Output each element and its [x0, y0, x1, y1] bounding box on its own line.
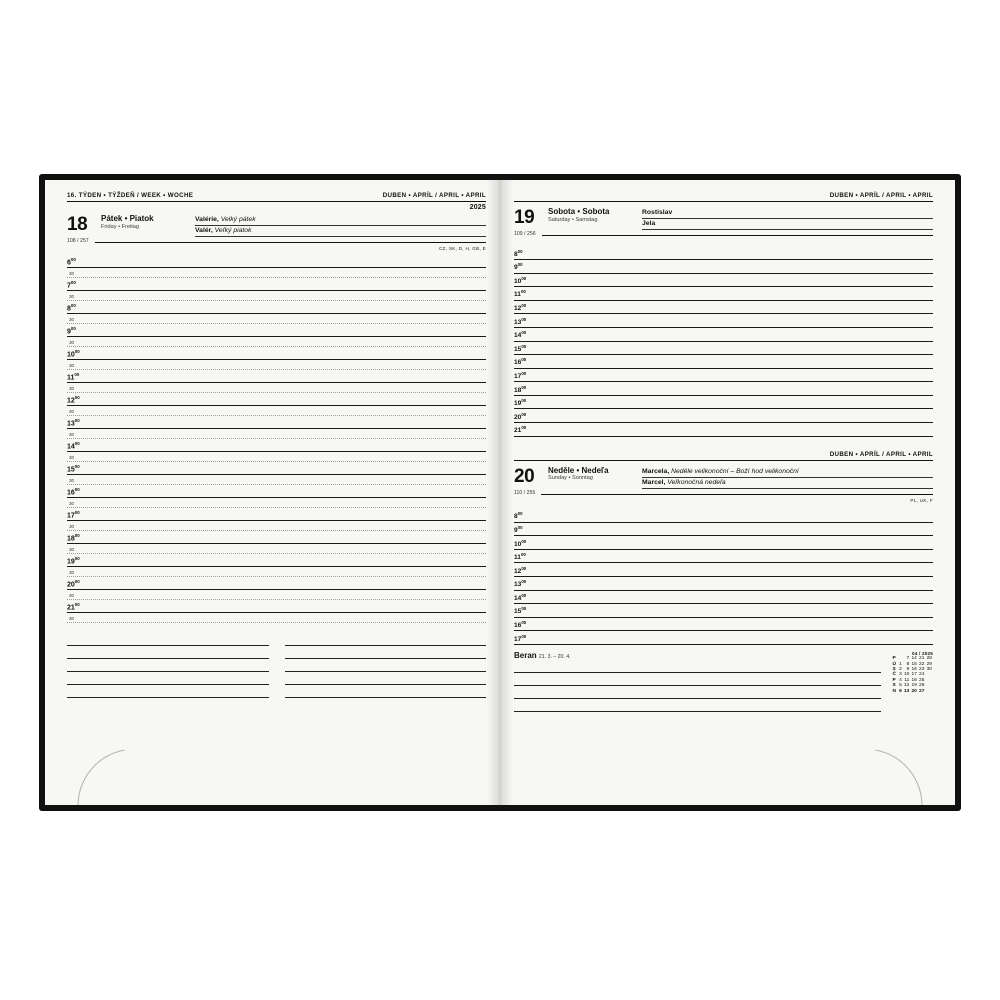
- sunday-nameday-rule-2: [642, 487, 933, 489]
- half-hour-label: 30: [69, 616, 75, 622]
- note-line[interactable]: [285, 633, 487, 646]
- half-hour-row[interactable]: [67, 406, 486, 417]
- note-line[interactable]: [285, 672, 487, 685]
- mini-month-table: [891, 657, 933, 695]
- half-hour-row[interactable]: [67, 383, 486, 394]
- friday-day-of-year: 108 / 257: [67, 238, 89, 245]
- friday-notes-column-right[interactable]: [285, 633, 487, 698]
- half-hour-label: 30: [69, 432, 75, 438]
- zodiac-range: 21. 3. – 20. 4.: [538, 653, 571, 660]
- friday-nameday-sk: [195, 226, 486, 235]
- note-line[interactable]: [514, 673, 881, 686]
- diary-spread: [45, 180, 955, 805]
- mini-month-dow: N: [892, 688, 897, 694]
- half-hour-row[interactable]: [67, 567, 486, 578]
- hour-label: $13^{00}$: [514, 316, 527, 326]
- hour-label: $14^{00}$: [514, 592, 527, 603]
- hour-label: $18^{00}$: [67, 533, 80, 543]
- hour-row[interactable]: [514, 246, 933, 260]
- hour-row[interactable]: [67, 278, 486, 291]
- note-line[interactable]: [285, 685, 487, 698]
- half-hour-label: 30: [69, 340, 75, 346]
- right-page-header: [514, 192, 933, 202]
- mini-month-day[interactable]: 16: [911, 667, 917, 673]
- saturday-day-names: [548, 208, 634, 224]
- hour-row[interactable]: [67, 439, 486, 452]
- hour-row[interactable]: [67, 531, 486, 544]
- hour-label: $16^{00}$: [514, 357, 527, 367]
- half-hour-label: 30: [69, 478, 75, 484]
- friday-meta-rule: [95, 241, 486, 243]
- hour-label: $8^{00}$: [514, 248, 523, 258]
- hour-label: $10^{00}$: [514, 538, 527, 548]
- hour-row[interactable]: [514, 604, 933, 618]
- note-line[interactable]: [514, 699, 881, 712]
- diary-book: [40, 175, 960, 810]
- sunday-nameday-cz-main: Marcela,: [642, 467, 670, 475]
- right-month-label: DUBEN • APRÍL / APRIL • APRIL: [829, 192, 933, 199]
- mini-month-day[interactable]: 22: [919, 661, 925, 667]
- hour-row[interactable]: [67, 485, 486, 498]
- hour-row[interactable]: [514, 563, 933, 577]
- hour-label: $15^{00}$: [67, 464, 80, 474]
- mini-month-title: 04 / 2025: [912, 650, 933, 656]
- mini-month-day[interactable]: 8: [906, 661, 910, 667]
- hour-row[interactable]: [67, 347, 486, 360]
- friday-nameday-list: [195, 215, 486, 237]
- saturday-name-cz: Sobota • Sobota: [548, 207, 610, 216]
- hour-label: $6^{00}$: [67, 257, 76, 267]
- half-hour-label: 30: [69, 271, 75, 277]
- hour-row[interactable]: [514, 423, 933, 437]
- friday-nameday-cz: [195, 215, 486, 224]
- hour-row[interactable]: [514, 631, 933, 645]
- note-line[interactable]: [285, 646, 487, 659]
- hour-row[interactable]: [514, 409, 933, 423]
- saturday-nameday-sk-main: Jela: [642, 220, 656, 228]
- half-hour-row[interactable]: [67, 291, 486, 302]
- half-hour-row[interactable]: [67, 314, 486, 325]
- friday-day-meta: [67, 238, 486, 245]
- mini-month-row: [891, 689, 933, 694]
- mini-month-day[interactable]: 1: [899, 661, 902, 667]
- zodiac-sign: [514, 651, 881, 660]
- hour-label: $16^{00}$: [67, 487, 80, 497]
- hour-row[interactable]: [514, 536, 933, 550]
- friday-name-cz: Pátek • Piatok: [101, 214, 154, 223]
- hour-row[interactable]: [514, 382, 933, 396]
- half-hour-row[interactable]: [67, 429, 486, 440]
- sunday-day-of-year: 110 / 255: [514, 490, 536, 496]
- hour-label: $20^{00}$: [514, 411, 527, 421]
- sunday-nameday-cz: [642, 467, 933, 476]
- mini-month-day[interactable]: 11: [904, 677, 910, 683]
- sunday-nameday-sk-note: Veľkonočná nedeľa: [667, 478, 726, 486]
- mini-month-dow: S: [892, 683, 896, 689]
- mini-month-day[interactable]: 18: [911, 677, 917, 683]
- mini-month-day[interactable]: 17: [911, 672, 917, 678]
- hour-label: $9^{00}$: [514, 262, 523, 272]
- mini-month-day[interactable]: 10: [903, 672, 910, 678]
- saturday-nameday-cz: [642, 208, 933, 217]
- hour-label: $14^{00}$: [67, 441, 80, 451]
- hour-label: $12^{00}$: [514, 303, 527, 313]
- hour-label: $11^{00}$: [67, 372, 80, 382]
- mini-month-day[interactable]: 28: [926, 656, 932, 662]
- hour-row[interactable]: [514, 328, 933, 342]
- mini-month-day[interactable]: 21: [919, 656, 925, 662]
- hour-label: $17^{00}$: [514, 633, 527, 643]
- saturday-day-number: 19: [514, 207, 535, 228]
- friday-nameday-cz-main: Valérie,: [195, 216, 219, 223]
- hour-row[interactable]: [514, 509, 933, 523]
- half-hour-label: 30: [69, 524, 75, 530]
- friday-note-area[interactable]: [67, 633, 486, 698]
- hour-row[interactable]: [514, 396, 933, 410]
- mini-month-day[interactable]: 4: [899, 677, 902, 683]
- hour-label: $17^{00}$: [67, 510, 80, 520]
- mini-month-day[interactable]: 9: [906, 667, 910, 673]
- sunday-nameday-sk-main: Marcel,: [642, 478, 666, 486]
- friday-nameday-sk-note: Veľký piatok: [214, 227, 252, 235]
- friday-hour-grid[interactable]: [67, 255, 486, 623]
- note-line[interactable]: [67, 672, 269, 685]
- page-corner-left: [68, 749, 134, 805]
- mini-month-day[interactable]: 14: [911, 656, 917, 662]
- half-hour-label: 30: [69, 593, 75, 599]
- half-hour-row[interactable]: [67, 590, 486, 601]
- hour-row[interactable]: [514, 369, 933, 383]
- sunday-nameday-cz-note: Neděle velikonoční – Boží hod velikonoční: [671, 467, 799, 475]
- mini-month-day[interactable]: 12: [903, 683, 910, 689]
- half-hour-row[interactable]: [67, 498, 486, 509]
- note-line[interactable]: [285, 659, 487, 672]
- hour-row[interactable]: [514, 301, 933, 315]
- mini-month-day[interactable]: 27: [919, 688, 925, 694]
- hour-row[interactable]: [67, 416, 486, 429]
- note-line[interactable]: [67, 659, 269, 672]
- hour-row[interactable]: [67, 577, 486, 590]
- hour-label: $20^{00}$: [67, 579, 80, 589]
- saturday-nameday-rule-2: [642, 228, 933, 230]
- note-line[interactable]: [67, 646, 269, 659]
- right-page: [500, 180, 955, 805]
- hour-row[interactable]: [67, 462, 486, 475]
- half-hour-row[interactable]: [67, 521, 486, 532]
- friday-day-names: [101, 215, 187, 231]
- hour-label: $10^{00}$: [514, 275, 527, 286]
- sunday-title-block: [514, 467, 933, 489]
- sunday-hour-grid[interactable]: [514, 509, 933, 645]
- saturday-nameday-cz-main: Rostislav: [642, 209, 673, 216]
- mini-month-dow: P: [892, 677, 896, 683]
- hour-label: $17^{00}$: [514, 371, 527, 381]
- hour-label: $7^{00}$: [67, 280, 76, 290]
- saturday-name-en: Saturday • Samstag: [548, 216, 598, 223]
- hour-row[interactable]: [514, 342, 933, 356]
- hour-label: $12^{00}$: [67, 395, 80, 405]
- hour-row[interactable]: [514, 314, 933, 328]
- friday-country-flags: CZ, SK, D, H, GB, E: [438, 246, 486, 252]
- hour-label: $13^{00}$: [514, 579, 527, 589]
- hour-row[interactable]: [514, 523, 933, 537]
- week-label: 16. TÝDEN • TÝŽDEŇ / WEEK • WOCHE: [67, 192, 194, 199]
- hour-row[interactable]: [67, 324, 486, 337]
- friday-title-block: [67, 215, 486, 237]
- hour-row[interactable]: [67, 255, 486, 268]
- half-hour-label: 30: [69, 570, 75, 576]
- mini-month-day[interactable]: 26: [919, 683, 925, 689]
- saturday-day-meta: [514, 231, 933, 238]
- mini-month-day[interactable]: 5: [899, 683, 902, 689]
- sunday-notes-area[interactable]: [514, 660, 881, 712]
- hour-row[interactable]: [514, 260, 933, 274]
- mini-month-day[interactable]: 29: [926, 661, 932, 667]
- mini-month-calendar: [891, 651, 933, 695]
- half-hour-label: 30: [69, 317, 75, 323]
- mini-month-day[interactable]: 30: [926, 667, 932, 673]
- mini-month-day[interactable]: [925, 689, 933, 694]
- hour-row[interactable]: [514, 591, 933, 605]
- mini-month-day[interactable]: 23: [919, 667, 925, 673]
- half-hour-label: 30: [69, 294, 75, 300]
- hour-row[interactable]: [67, 600, 486, 613]
- half-hour-row[interactable]: [67, 475, 486, 486]
- hour-label: $10^{00}$: [67, 349, 80, 359]
- hour-row[interactable]: [514, 618, 933, 632]
- hour-label: $9^{00}$: [67, 326, 76, 336]
- year-label: 2025: [469, 204, 486, 211]
- hour-label: $14^{00}$: [514, 330, 527, 340]
- sunday-nameday-list: [642, 467, 933, 489]
- mini-month-dow: P: [892, 656, 896, 662]
- hour-label: $13^{00}$: [67, 418, 80, 428]
- half-hour-row[interactable]: [67, 337, 486, 348]
- friday-day-number: 18: [67, 214, 88, 235]
- note-line[interactable]: [67, 685, 269, 698]
- sunday-nameday-sk: [642, 478, 933, 487]
- hour-label: $8^{00}$: [514, 511, 523, 521]
- saturday-hour-grid[interactable]: [514, 246, 933, 436]
- hour-label: $11^{00}$: [514, 289, 526, 299]
- hour-label: $15^{00}$: [514, 606, 527, 616]
- hour-row[interactable]: [67, 554, 486, 567]
- mini-month-day[interactable]: 3: [899, 672, 902, 678]
- sunday-day-meta: [514, 490, 933, 497]
- mini-month-dow: Č: [892, 672, 897, 678]
- page-corner-right: [865, 749, 931, 805]
- saturday-nameday-list: [642, 208, 933, 230]
- sunday-name-en: Sunday • Sonntag: [548, 475, 593, 482]
- saturday-day-of-year: 109 / 256: [514, 231, 536, 238]
- saturday-nameday-sk: [642, 219, 933, 228]
- hour-label: $21^{00}$: [67, 602, 80, 612]
- note-line[interactable]: [67, 633, 269, 646]
- note-line[interactable]: [514, 686, 881, 699]
- hour-row[interactable]: [514, 577, 933, 591]
- note-line[interactable]: [514, 660, 881, 673]
- half-hour-row[interactable]: [67, 268, 486, 279]
- hour-row[interactable]: [67, 301, 486, 314]
- mini-month-day[interactable]: 6: [899, 688, 902, 694]
- hour-row[interactable]: [67, 370, 486, 383]
- mini-month-day[interactable]: 20: [911, 688, 917, 694]
- half-hour-row[interactable]: [67, 452, 486, 463]
- hour-label: $9^{00}$: [514, 524, 523, 535]
- mini-month-dow: Ú: [892, 661, 897, 667]
- saturday-meta-rule: [542, 234, 933, 236]
- half-hour-label: 30: [69, 409, 75, 415]
- sunday-country-flags: PL, UK, F: [910, 498, 933, 503]
- sunday-day-names: [548, 467, 634, 483]
- zodiac-sign-name: Beran: [514, 650, 537, 660]
- saturday-title-block: [514, 208, 933, 230]
- half-hour-label: 30: [69, 547, 75, 553]
- sunday-month-label: DUBEN • APRÍL / APRIL • APRIL: [829, 450, 933, 458]
- hour-label: $8^{00}$: [67, 303, 76, 313]
- half-hour-label: 30: [69, 501, 75, 507]
- month-label: DUBEN • APRÍL / APRIL • APRIL: [382, 192, 486, 199]
- friday-name-en: Friday • Freitag: [101, 223, 140, 230]
- mini-month-day[interactable]: 7: [906, 656, 910, 662]
- half-hour-row[interactable]: [67, 360, 486, 371]
- hour-row[interactable]: [514, 550, 933, 564]
- hour-label: $11^{00}$: [514, 552, 526, 562]
- mini-month-dow: S: [892, 667, 896, 673]
- hour-row[interactable]: [67, 508, 486, 521]
- hour-label: $21^{00}$: [514, 425, 527, 435]
- hour-row[interactable]: [514, 287, 933, 301]
- left-page-header: [67, 192, 486, 202]
- hour-row[interactable]: [67, 393, 486, 406]
- friday-notes-column-left[interactable]: [67, 633, 269, 698]
- mini-month-day[interactable]: 24: [919, 672, 925, 678]
- sunday-name-cz: Neděle • Nedeľa: [548, 465, 609, 475]
- mini-month-day[interactable]: 25: [919, 677, 925, 683]
- half-hour-label: 30: [69, 386, 75, 392]
- sunday-section-header: [514, 451, 933, 461]
- half-hour-label: 30: [69, 363, 75, 369]
- hour-row[interactable]: [514, 355, 933, 369]
- hour-label: $15^{00}$: [514, 343, 527, 353]
- hour-label: $19^{00}$: [514, 398, 527, 408]
- friday-nameday-rule-2: [195, 235, 486, 237]
- mini-month-day[interactable]: 15: [911, 661, 917, 667]
- mini-month-day[interactable]: 13: [903, 688, 910, 694]
- hour-label: $18^{00}$: [514, 384, 527, 394]
- half-hour-row[interactable]: [67, 544, 486, 555]
- mini-month-day[interactable]: 2: [899, 667, 902, 673]
- hour-label: $16^{00}$: [514, 620, 527, 630]
- left-page: [45, 180, 500, 805]
- zodiac-and-minimonth: [514, 651, 933, 712]
- half-hour-label: 30: [69, 455, 75, 461]
- friday-nameday-sk-main: Valér,: [195, 227, 213, 235]
- hour-row[interactable]: [514, 274, 933, 288]
- sunday-day-number: 20: [514, 465, 535, 487]
- hour-label: $19^{00}$: [67, 556, 80, 566]
- half-hour-row[interactable]: [67, 613, 486, 624]
- friday-nameday-cz-note: Velký pátek: [220, 216, 256, 223]
- sunday-meta-rule: [541, 493, 933, 495]
- hour-label: $12^{00}$: [514, 565, 527, 575]
- mini-month-day[interactable]: 19: [911, 683, 917, 689]
